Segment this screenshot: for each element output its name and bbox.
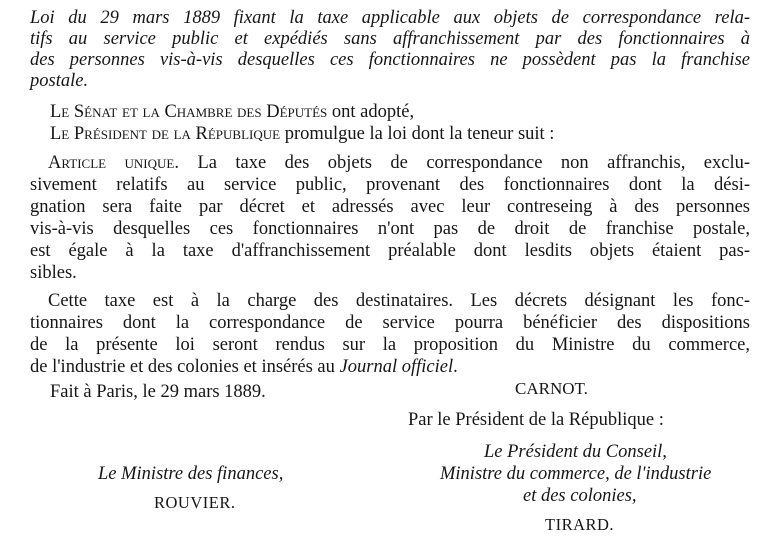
paragraph2-line-4	[30, 356, 458, 378]
article-line-1-rest: La taxe des objets de correspondance non affranchis, exclu-	[178, 153, 750, 173]
finance-minister-title: Le Ministre des finances,	[98, 464, 284, 484]
journal-officiel: Journal officiel	[339, 357, 454, 377]
president-republic: Le Président de la République	[50, 124, 281, 144]
paragraph2-line-3: de la présente loi seront rendus sur la proposition du Ministre du commerce,	[30, 335, 750, 355]
article-line-6: sibles.	[30, 263, 77, 283]
enactment-line-2-rest: promulgue la loi dont la teneur suit :	[280, 124, 555, 144]
paragraph2-line-2: tionnaires dont la correspondance de service pourra bénéficier des dispositions	[30, 313, 750, 333]
council-line-3: et des colonies,	[523, 486, 637, 506]
paragraph2-line-1: Cette taxe est à la charge des destinataires. Les décrets désignant les fonc-	[48, 291, 750, 311]
president-name: CARNOT.	[515, 379, 588, 398]
article-line-3: gnation sera faite par décret et adressés avec leur contreseing à des personnes	[30, 197, 750, 217]
council-line-1: Le Président du Conseil,	[484, 442, 667, 462]
finance-minister-name: ROUVIER.	[154, 493, 236, 512]
paragraph2-line-4-after: .	[453, 357, 458, 377]
title-line-2: tifs au service public et expédiés sans affranchissement par des fonctionnaires à	[30, 29, 750, 49]
enactment-line-2	[50, 123, 554, 145]
done-at-paris: Fait à Paris, le 29 mars 1889.	[50, 382, 266, 402]
paragraph2-line-4-before: de l'industrie et des colonies et insérés au	[30, 357, 340, 377]
article-line-2: sivement relatifs au service public, provenant des fonctionnaires dont la dési-	[30, 175, 750, 195]
council-line-2: Ministre du commerce, de l'industrie	[440, 464, 712, 484]
article-line-5: est égale à la taxe d'affranchissement préalable dont lesdits objets étaient pas-	[30, 241, 750, 261]
enactment-line-1-rest: ont adopté,	[327, 102, 415, 122]
title-line-4: postale.	[30, 71, 89, 91]
article-line-1	[48, 152, 750, 174]
senate-chamber: Le Sénat et la Chambre des Députés	[50, 102, 328, 122]
title-line-1: Loi du 29 mars 1889 fixant la taxe applicable aux objets de correspondance rela-	[30, 8, 750, 28]
article-label: Article unique.	[48, 153, 179, 173]
council-president-name: TIRARD.	[545, 515, 615, 534]
title-line-3: des personnes vis-à-vis desquelles ces fonctionnaires ne possèdent pas la franchise	[30, 50, 750, 70]
by-president: Par le Président de la République :	[408, 410, 664, 430]
enactment-line-1	[50, 101, 414, 123]
article-line-4: vis-à-vis desquelles ces fonctionnaires n'ont pas de droit de franchise postale,	[30, 219, 750, 239]
